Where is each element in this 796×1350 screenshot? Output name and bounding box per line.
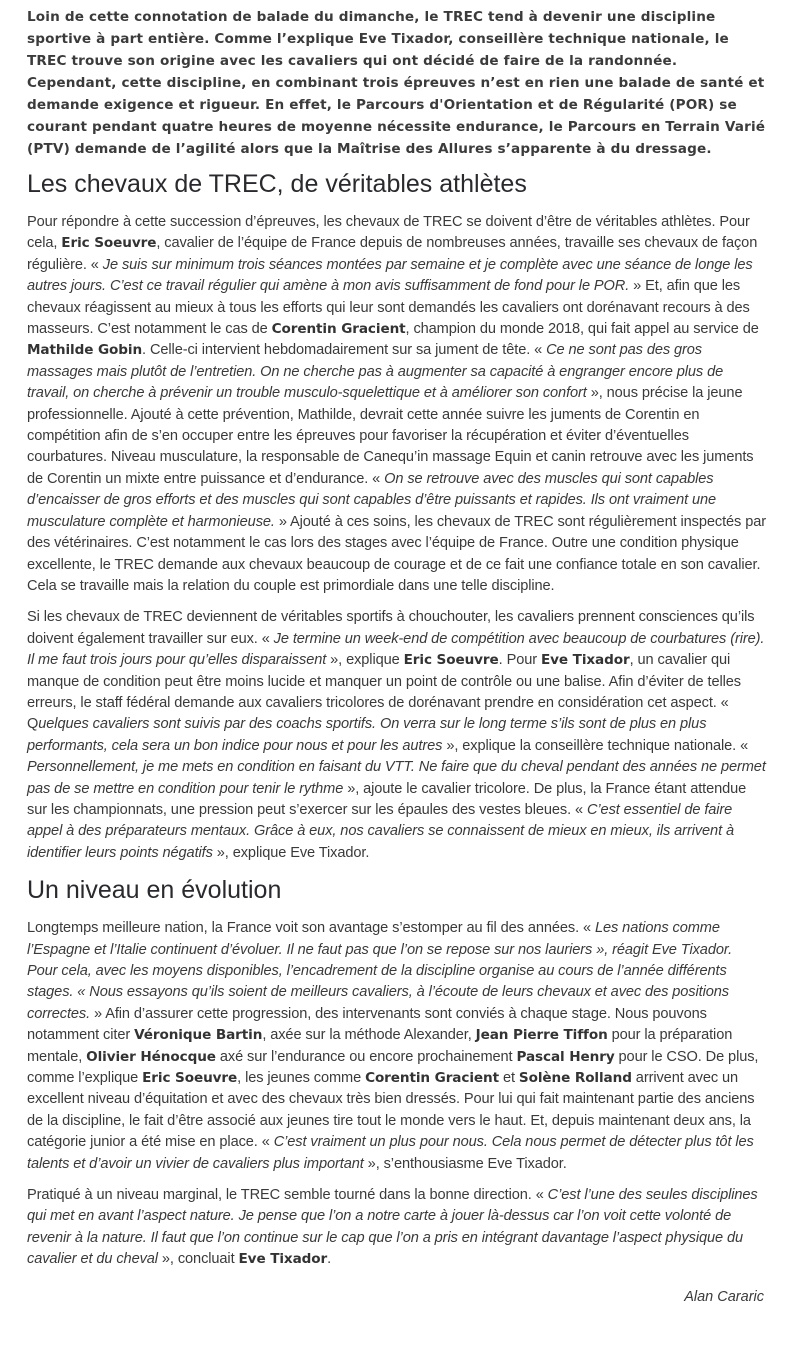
- body-text: », explique Eve Tixador.: [212, 844, 370, 861]
- body-text: arrivent avec un excellent niveau d’équitation et avec des chevaux très bien dressés. Pour lui qui fait maintenant partie des anciens de la discipline, le fait d’être associé aux jeunes tire tout le monde vers le haut. Et, depuis maintenant deux ans, la catégorie junior a été mise en place. «: [27, 1070, 755, 1151]
- body-text: . Pour: [498, 652, 541, 669]
- quote-text: C’est vraiment un plus pour nous. Cela nous permet de détecter plus tôt les talents et d’avoir un vivier de cavaliers plus important: [27, 1134, 754, 1172]
- quote-text: C’est essentiel de faire appel à des préparateurs mentaux. Grâce à eux, nos cavaliers se connaissent de mieux en mieux, ils arrivent à identifier leurs points négatifs: [27, 801, 735, 861]
- paragraph: [27, 607, 766, 864]
- body-text: et: [499, 1070, 519, 1087]
- body-text: », nous précise la jeune professionnelle. Ajouté à cette prévention, Mathilde, devrait cette année suivre les juments de Corentin en compétition afin de s’en occuper entre les épreuves pour favoriser la récupération et éviter d’éventuelles courbatures. Niveau musculature, la responsable de Canequ’in massage Equin et canin retrouve avec les juments de Corentin un mixte entre puissance et d’endurance. «: [27, 385, 754, 487]
- person-name: Jean Pierre Tiffon: [475, 1027, 608, 1044]
- body-text: , axée sur la méthode Alexander,: [262, 1027, 476, 1044]
- person-name: Corentin Gracient: [365, 1070, 499, 1087]
- person-name: Eric Soeuvre: [61, 235, 157, 252]
- quote-text: Ce ne sont pas des gros massages mais plutôt de l’entretien. On ne cherche pas à augmenter sa capacité à engranger encore plus de travail, on cherche à prévenir un trouble musculo-squelettique et à améliorer son confort: [27, 342, 724, 402]
- body-text: Pour répondre à cette succession d’épreuves, les chevaux de TREC se doivent d’être de véritables athlètes. Pour cela,: [27, 214, 750, 252]
- body-text: Pratiqué à un niveau marginal, le TREC semble tourné dans la bonne direction. «: [27, 1187, 548, 1204]
- body-text: pour la préparation mentale,: [27, 1027, 733, 1065]
- section-heading-athletes: Les chevaux de TREC, de véritables athlètes: [27, 170, 527, 198]
- quote-text: C’est l’une des seules disciplines qui met en avant l’aspect nature. Je pense que l’on a notre carte à jouer là-dessus car l’on voit cette volonté de revenir à la nature. Il faut que l’on continue sur le cap que l’on a pris en intégrant davantage l’aspect physique du cavalier et du cheval: [27, 1187, 758, 1268]
- body-text: pour le CSO. De plus, comme l’explique: [27, 1048, 759, 1087]
- body-text: .: [327, 1251, 332, 1268]
- body-text: », concluait: [157, 1251, 239, 1268]
- person-name: Eve Tixador: [238, 1251, 328, 1268]
- body-text: », s’enthousiasme Eve Tixador.: [363, 1155, 567, 1172]
- paragraph: [27, 918, 766, 1175]
- body-text: axé sur l’endurance ou encore prochainement: [215, 1048, 517, 1065]
- body-text: , un cavalier qui manque de condition peut être moins lucide et manquer un point de contrôle ou une balise. Afin d’éviter de telles erreurs, le staff fédéral demande aux cavaliers tricolores de dorénavant prendre en considération cet aspect. « Q: [27, 652, 741, 733]
- author-signature: Alan Cararic: [684, 1288, 764, 1305]
- paragraph: [27, 212, 766, 597]
- person-name: Corentin Gracient: [271, 321, 406, 338]
- body-text: . Celle-ci intervient hebdomadairement sur sa jument de tête. «: [142, 342, 547, 359]
- article-lead: Loin de cette connotation de balade du dimanche, le TREC tend à devenir une discipline sportive à part entière. Comme l’explique Eve Tixador, conseillère technique nationale, le TREC trouve son origine avec les cavaliers qui ont décidé de faire de la randonnée. Cependant, cette discipline, en combinant trois épreuves n’est en rien une balade de santé et demande exigence et rigueur. En effet, le Parcours d'Orientation et de Régularité (POR) se courant pendant quatre heures de moyenne nécessite endurance, le Parcours en Terrain Varié (PTV) demande de l’agilité alors que la Maîtrise des Allures s’apparente à du dressage.: [27, 9, 766, 157]
- person-name: Eric Soeuvre: [142, 1070, 238, 1087]
- quote-text: Les nations comme l’Espagne et l’Italie continuent d’évoluer. Il ne faut pas que l’on se repose sur nos lauriers », réagit Eve Tixador. Pour cela, avec les moyens disponibles, l’encadrement de la discipline organise au cours de l’année différents stages. « Nous essayons qu’ils soient de meilleurs cavaliers, à l’écoute de leurs chevaux et avec des positions correctes.: [27, 920, 733, 1022]
- person-name: Solène Rolland: [518, 1070, 632, 1087]
- quote-text: uelques cavaliers sont suivis par des coachs sportifs. On verra sur le long terme s’ils sont de plus en plus performants, cela sera un bon indice pour nous et pour les autres: [27, 716, 707, 754]
- quote-text: Personnellement, je me mets en condition en faisant du VTT. Ne faire que du cheval pendant des années ne permet pas de se mettre en condition pour tenir le rythme: [27, 759, 766, 797]
- person-name: Mathilde Gobin: [27, 342, 143, 359]
- section-heading-evolution: Un niveau en évolution: [27, 876, 282, 905]
- quote-text: On se retrouve avec des muscles qui sont capables d’encaisser de gros efforts et des muscles qui sont capables d’être puissants et rapides. Ils ont vraiment une musculature complète et harmonieuse.: [27, 470, 717, 530]
- quote-text: Je suis sur minimum trois séances montées par semaine et je complète avec une séance de longe les autres jours. C’est ce travail régulier qui amène à mon avis suffisamment de fond pour le POR.: [27, 256, 753, 295]
- person-name: Pascal Henry: [516, 1048, 615, 1065]
- body-text: », explique la conseillère technique nationale. «: [442, 737, 749, 754]
- paragraph: [27, 1185, 766, 1271]
- body-text: » Et, afin que les chevaux réagissent au mieux à tous les efforts qui leur sont demandés les cavaliers ont dorénavant recours à des masseurs. C’est notamment le cas de: [27, 278, 750, 338]
- body-text: Si les chevaux de TREC deviennent de véritables sportifs à chouchouter, les cavaliers prennent consciences qu’ils doivent également travailler sur eux. «: [27, 609, 755, 647]
- body-text: , les jeunes comme: [237, 1070, 366, 1087]
- person-name: Olivier Hénocque: [86, 1048, 216, 1065]
- body-text: », explique: [326, 652, 404, 669]
- person-name: Véronique Bartin: [134, 1027, 263, 1044]
- quote-text: Je termine un week-end de compétition avec beaucoup de courbatures (rire). Il me faut trois jours pour qu’elles disparaissent: [27, 630, 765, 669]
- body-text: » Ajouté à ces soins, les chevaux de TREC sont régulièrement inspectés par des vétérinaires. C’est notamment le cas lors des stages avec l’équipe de France. Outre une condition physique excellente, le TREC demande aux chevaux beaucoup de courage et de ce fait une confiance totale en son cavalier. Cela se travaille mais la relation du couple est primordiale dans une telle discipline.: [27, 513, 766, 594]
- body-text: , champion du monde 2018, qui fait appel au service de: [405, 321, 759, 338]
- body-text: » Afin d’assurer cette progression, des intervenants sont conviés à chaque stage. Nous pouvons notamment citer: [27, 1005, 707, 1044]
- body-text: Longtemps meilleure nation, la France voit son avantage s’estomper au fil des années. «: [27, 920, 595, 937]
- person-name: Eric Soeuvre: [403, 652, 499, 669]
- person-name: Eve Tixador: [540, 652, 630, 669]
- body-text: », ajoute le cavalier tricolore. De plus, la France étant attendue sur les championnats, une pression peut s’exercer sur les épaules des vestes bleues. «: [27, 780, 747, 818]
- body-text: , cavalier de l’équipe de France depuis de nombreuses années, travaille ses chevaux de façon régulière. «: [27, 235, 758, 273]
